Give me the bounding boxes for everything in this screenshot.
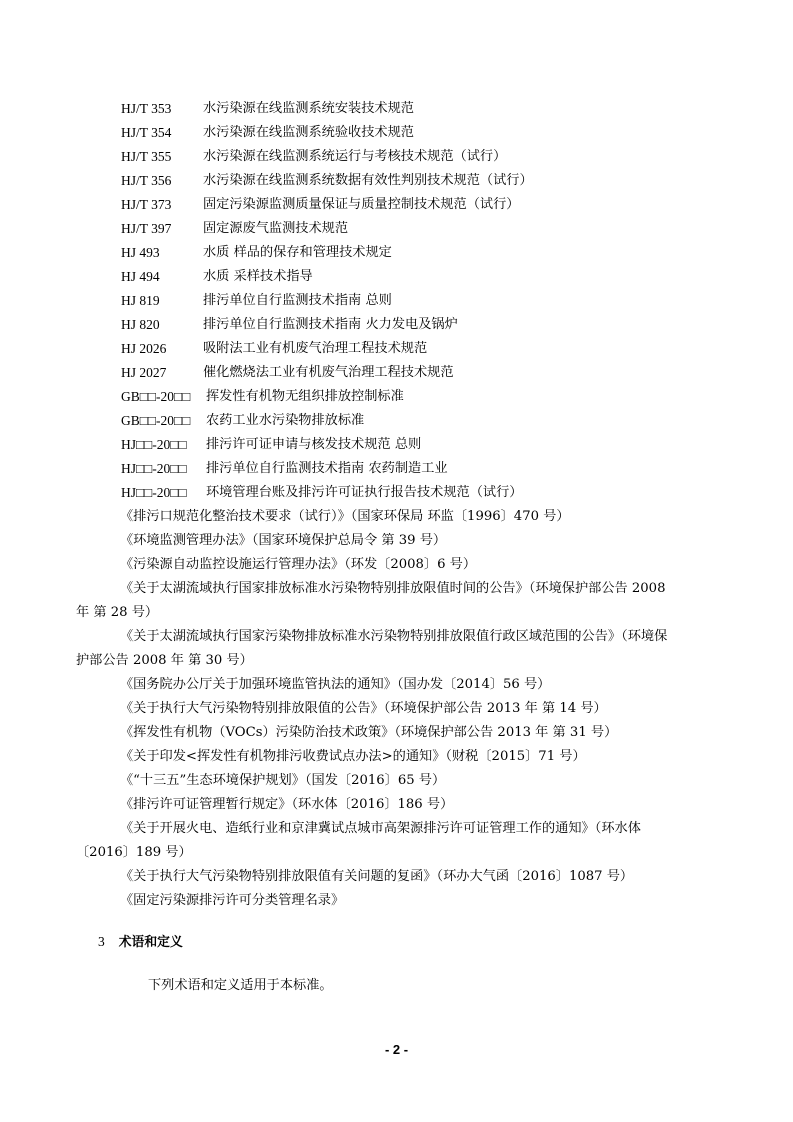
reference-code: HJ 2027 <box>121 365 167 380</box>
reference-row <box>0 433 793 457</box>
policy-document-line: 《排污许可证管理暂行规定》（环水体〔2016〕186 号） <box>120 797 454 812</box>
policy-document-item <box>0 769 793 793</box>
reference-code: HJ/T 353 <box>121 101 172 116</box>
reference-code: HJ□□-20□□ <box>121 485 187 500</box>
reference-row <box>0 313 793 337</box>
policy-document-item <box>0 793 793 817</box>
page-number: - 2 - <box>384 1042 409 1057</box>
reference-title: 固定污染源监测质量保证与质量控制技术规范（试行） <box>203 197 520 212</box>
policy-document-item <box>0 817 793 865</box>
reference-code: GB□□-20□□ <box>121 389 191 404</box>
reference-code: HJ□□-20□□ <box>121 437 187 452</box>
reference-code: HJ□□-20□□ <box>121 461 187 476</box>
section-number: 3 <box>98 934 105 949</box>
reference-code: HJ/T 356 <box>121 173 172 188</box>
reference-title: 排污许可证申请与核发技术规范 总则 <box>206 437 422 452</box>
reference-title: 水污染源在线监测系统数据有效性判别技术规范（试行） <box>203 173 533 188</box>
reference-title: 催化燃烧法工业有机废气治理工程技术规范 <box>203 365 454 380</box>
policy-document-line: 《“十三五”生态环境保护规划》（国发〔2016〕65 号） <box>120 773 446 788</box>
reference-row <box>0 97 793 121</box>
section-intro-text: 下列术语和定义适用于本标准。 <box>148 978 333 993</box>
reference-row <box>0 145 793 169</box>
reference-title: 固定源废气监测技术规范 <box>203 221 349 236</box>
policy-document-line: 《排污口规范化整治技术要求（试行）》（国家环保局 环监〔1996〕470 号） <box>120 509 570 524</box>
reference-title: 水污染源在线监测系统安装技术规范 <box>203 101 414 116</box>
policy-document-item <box>0 625 793 673</box>
policy-documents-list <box>0 505 793 913</box>
reference-row <box>0 121 793 145</box>
reference-row <box>0 169 793 193</box>
reference-title: 农药工业水污染物排放标准 <box>206 413 365 428</box>
policy-document-item <box>0 673 793 697</box>
policy-document-line-continued: 年 第 28 号） <box>76 605 159 620</box>
reference-title: 水质 采样技术指导 <box>203 269 313 284</box>
policy-document-item <box>0 889 793 913</box>
policy-document-item <box>0 553 793 577</box>
policy-document-item <box>0 721 793 745</box>
policy-document-item <box>0 505 793 529</box>
reference-code: HJ/T 397 <box>121 221 172 236</box>
reference-code: HJ 493 <box>121 245 160 260</box>
reference-row <box>0 289 793 313</box>
policy-document-line: 《关于太湖流域执行国家污染物排放标准水污染物特别排放限值行政区域范围的公告》（环境保 <box>120 629 668 644</box>
section-heading <box>98 931 183 954</box>
reference-code: HJ 819 <box>121 293 160 308</box>
reference-code: HJ 2026 <box>121 341 167 356</box>
reference-title: 排污单位自行监测技术指南 农药制造工业 <box>206 461 448 476</box>
reference-code: HJ/T 355 <box>121 149 172 164</box>
policy-document-line: 《关于太湖流域执行国家排放标准水污染物特别排放限值时间的公告》（环境保护部公告 2008 <box>120 581 666 596</box>
policy-document-item <box>0 529 793 553</box>
reference-row <box>0 193 793 217</box>
policy-document-line: 《关于执行大气污染物特别排放限值的公告》（环境保护部公告 2013 年 第 14 号） <box>120 701 607 716</box>
policy-document-line: 《挥发性有机物（VOCs）污染防治技术政策》（环境保护部公告 2013 年 第 31 号） <box>120 725 618 740</box>
reference-title: 水质 样品的保存和管理技术规定 <box>203 245 392 260</box>
policy-document-line: 《固定污染源排污许可分类管理名录》 <box>120 893 345 908</box>
reference-title: 环境管理台账及排污许可证执行报告技术规范（试行） <box>206 485 523 500</box>
reference-code: HJ 494 <box>121 269 160 284</box>
reference-title: 水污染源在线监测系统运行与考核技术规范（试行） <box>203 149 507 164</box>
normative-references-list <box>0 97 793 505</box>
policy-document-line: 《关于执行大气污染物特别排放限值有关问题的复函》（环办大气函〔2016〕1087 号） <box>120 869 634 884</box>
reference-row <box>0 217 793 241</box>
policy-document-line-continued: 〔2016〕189 号） <box>76 845 192 860</box>
section-title: 术语和定义 <box>118 935 183 950</box>
reference-row <box>0 337 793 361</box>
policy-document-line: 《环境监测管理办法》（国家环境保护总局令 第 39 号） <box>120 533 447 548</box>
reference-title: 水污染源在线监测系统验收技术规范 <box>203 125 414 140</box>
reference-row <box>0 241 793 265</box>
policy-document-item <box>0 697 793 721</box>
reference-title: 挥发性有机物无组织排放控制标准 <box>206 389 404 404</box>
reference-code: HJ/T 373 <box>121 197 172 212</box>
reference-code: HJ 820 <box>121 317 160 332</box>
policy-document-line-continued: 护部公告 2008 年 第 30 号） <box>76 653 253 668</box>
reference-code: GB□□-20□□ <box>121 413 191 428</box>
reference-code: HJ/T 354 <box>121 125 172 140</box>
policy-document-line: 《国务院办公厅关于加强环境监管执法的通知》（国办发〔2014〕56 号） <box>120 677 551 692</box>
reference-row <box>0 409 793 433</box>
policy-document-line: 《关于印发<挥发性有机物排污收费试点办法>的通知》（财税〔2015〕71 号） <box>120 749 586 764</box>
policy-document-item <box>0 577 793 625</box>
reference-row <box>0 481 793 505</box>
reference-title: 排污单位自行监测技术指南 总则 <box>203 293 392 308</box>
reference-title: 排污单位自行监测技术指南 火力发电及锅炉 <box>203 317 458 332</box>
policy-document-item <box>0 745 793 769</box>
reference-row <box>0 265 793 289</box>
policy-document-line: 《关于开展火电、造纸行业和京津冀试点城市高架源排污许可证管理工作的通知》（环水体 <box>120 821 641 836</box>
reference-row <box>0 457 793 481</box>
reference-row <box>0 385 793 409</box>
reference-title: 吸附法工业有机废气治理工程技术规范 <box>203 341 428 356</box>
policy-document-item <box>0 865 793 889</box>
policy-document-line: 《污染源自动监控设施运行管理办法》（环发〔2008〕6 号） <box>120 557 477 572</box>
reference-row <box>0 361 793 385</box>
